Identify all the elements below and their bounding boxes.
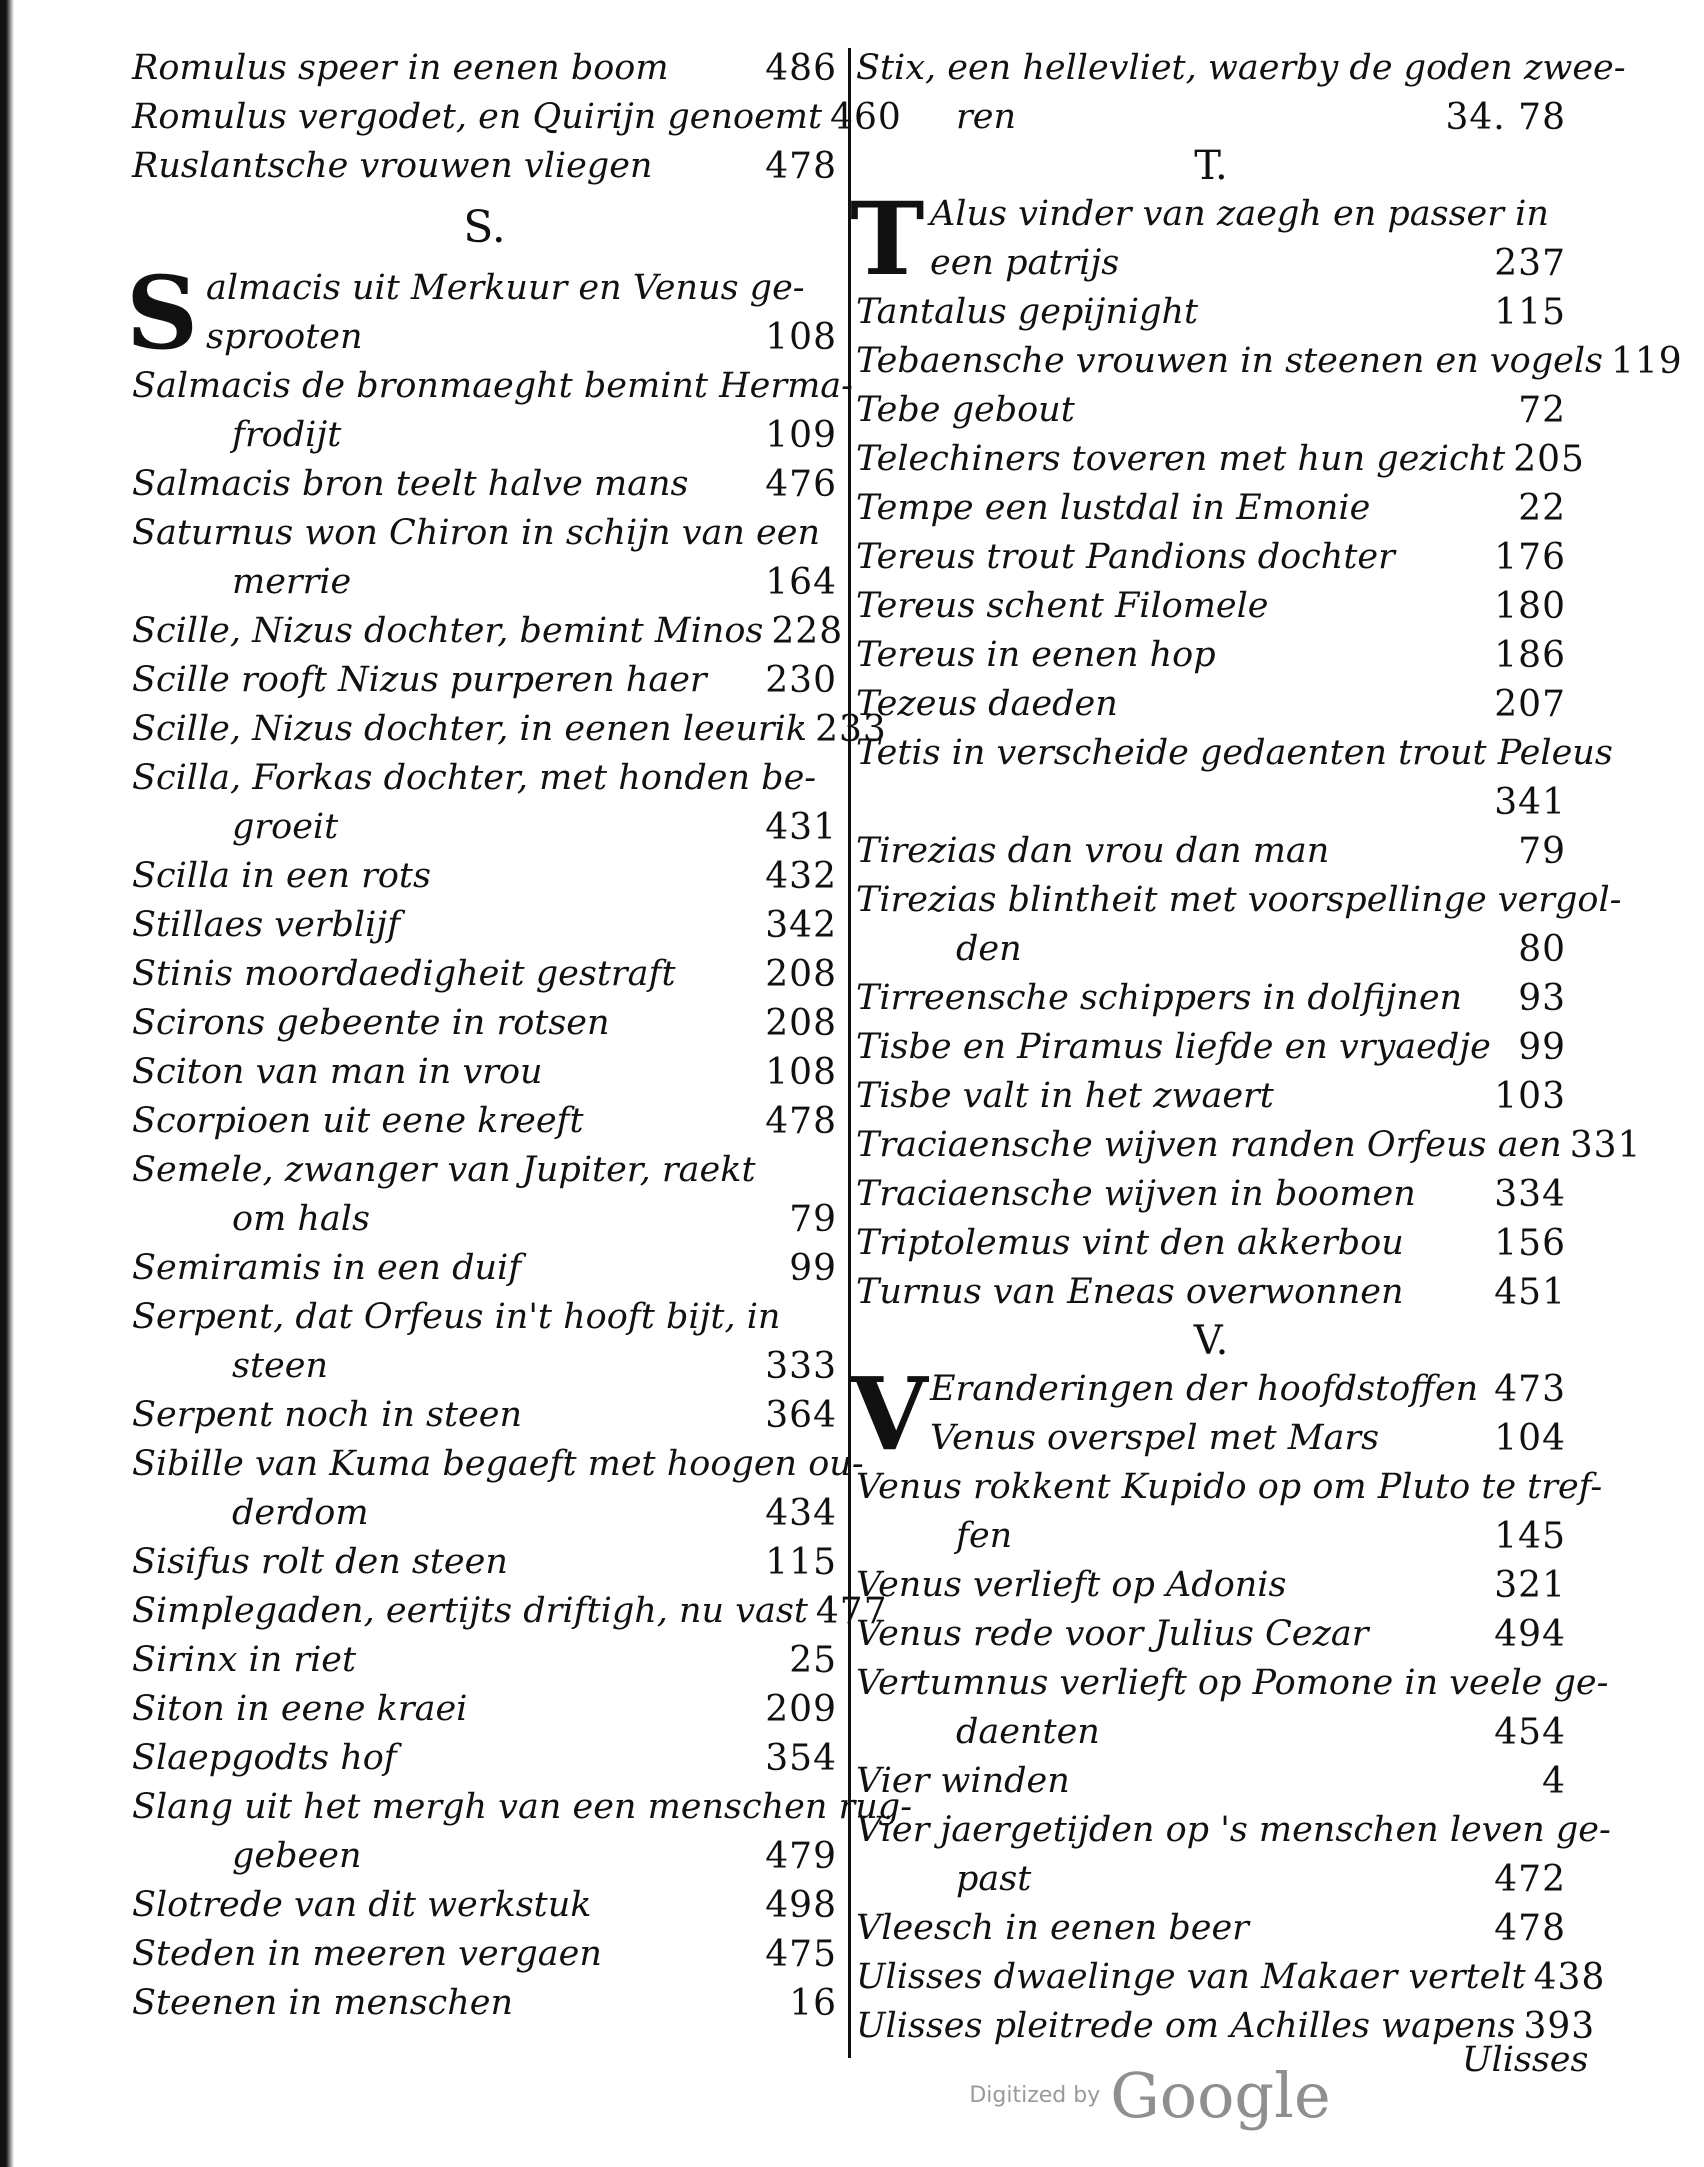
index-entry xyxy=(132,1538,837,1587)
index-entry xyxy=(856,44,1626,93)
index-entry xyxy=(856,288,1566,337)
entry-page-number: 115 xyxy=(1494,292,1566,333)
digitization-footer xyxy=(940,2050,1360,2140)
index-entry xyxy=(132,1440,864,1489)
index-entry xyxy=(132,1342,837,1391)
index-entry xyxy=(856,93,1566,142)
index-entry xyxy=(856,1268,1566,1317)
first-entry-t xyxy=(856,190,1566,288)
index-entry xyxy=(856,1659,1609,1708)
entry-text: een patrijs xyxy=(930,243,1120,283)
entry-page-number: 479 xyxy=(765,1836,837,1877)
entry-text: Saturnus won Chiron in schijn van een xyxy=(132,513,820,553)
entry-text: Traciaensche wijven in boomen xyxy=(856,1174,1416,1214)
entry-text: gebeen xyxy=(232,1836,362,1876)
entry-page-number: 230 xyxy=(765,660,837,701)
entry-text: Vier winden xyxy=(856,1761,1070,1801)
entry-text: Scorpioen uit eene kreeft xyxy=(132,1101,584,1141)
entry-page-number: 80 xyxy=(1518,929,1566,970)
entry-text: Serpent, dat Orfeus in't hooft bijt, in xyxy=(132,1297,781,1337)
entry-page-number: 476 xyxy=(765,464,837,505)
entry-text: Slaepgodts hof xyxy=(132,1738,397,1778)
entry-page-number: 478 xyxy=(765,1101,837,1142)
entries-before-s xyxy=(132,44,902,191)
index-entry xyxy=(132,754,837,803)
index-entry xyxy=(856,1757,1566,1806)
entry-page-number: 498 xyxy=(765,1885,837,1926)
catchword: Ulisses xyxy=(1462,2040,1589,2080)
index-entry xyxy=(132,1244,837,1293)
entry-page-number: 334 xyxy=(1494,1174,1566,1215)
entry-text: derdom xyxy=(232,1493,369,1533)
entry-text: Slotrede van dit werkstuk xyxy=(132,1885,592,1925)
entry-text: Semiramis in een duif xyxy=(132,1248,522,1288)
entry-text: Tempe een lustdal in Emonie xyxy=(856,488,1371,528)
entry-text: Slang uit het mergh van een menschen rug- xyxy=(132,1787,913,1827)
index-entry xyxy=(132,411,837,460)
entry-page-number: 109 xyxy=(765,415,837,456)
entry-page-number: 364 xyxy=(765,1395,837,1436)
entry-page-number: 103 xyxy=(1494,1076,1566,1117)
entry-page-number: 478 xyxy=(765,146,837,187)
entry-text: Ulisses pleitrede om Achilles wapens xyxy=(856,2006,1516,2046)
index-entry xyxy=(856,925,1566,974)
index-entry xyxy=(132,1930,837,1979)
entry-text: Romulus vergodet, en Quirijn genoemt xyxy=(132,97,823,137)
entry-text: Scirons gebeente in rotsen xyxy=(132,1003,610,1043)
entry-text: Tereus trout Pandions dochter xyxy=(856,537,1395,577)
entry-text: Tirezias blintheit met voorspellinge vergol- xyxy=(856,880,1622,920)
index-entry xyxy=(132,1979,837,2028)
entry-text: Venus rokkent Kupido op om Pluto te tref- xyxy=(856,1467,1603,1507)
entry-text: Tereus schent Filomele xyxy=(856,586,1269,626)
index-entry xyxy=(856,1365,1566,1414)
entry-page-number: 180 xyxy=(1494,586,1566,627)
index-entry xyxy=(132,1881,837,1930)
index-entry xyxy=(132,509,837,558)
index-entry xyxy=(856,1806,1611,1855)
entry-text: Semele, zwanger van Jupiter, raekt xyxy=(132,1150,756,1190)
entry-page-number: 4 xyxy=(1542,1761,1566,1802)
index-entry xyxy=(856,1610,1566,1659)
entry-page-number: 472 xyxy=(1494,1859,1566,1900)
entry-page-number: 237 xyxy=(1494,243,1566,284)
entries-v xyxy=(856,1463,1611,2051)
entry-text: Tisbe en Piramus liefde en vryaedje xyxy=(856,1027,1491,1067)
entry-text: Tetis in verscheide gedaenten trout Peleus xyxy=(856,733,1613,773)
index-entry xyxy=(856,1170,1566,1219)
entry-text: Salmacis bron teelt halve mans xyxy=(132,464,689,504)
entry-page-number: 145 xyxy=(1494,1516,1566,1557)
index-entry xyxy=(132,656,837,705)
index-entry xyxy=(132,313,837,362)
entry-page-number: 99 xyxy=(789,1248,837,1289)
entry-text: Stix, een hellevliet, waerby de goden zwee- xyxy=(856,48,1626,88)
entry-text: Steenen in menschen xyxy=(132,1983,514,2023)
index-entry xyxy=(132,1048,837,1097)
entry-page-number: 156 xyxy=(1494,1223,1566,1264)
index-entry xyxy=(856,582,1566,631)
index-entry xyxy=(132,1489,837,1538)
entry-page-number: 451 xyxy=(1494,1272,1566,1313)
index-entry xyxy=(856,631,1566,680)
dropcap-block-v xyxy=(850,1355,1566,1473)
entry-text: fen xyxy=(956,1516,1013,1556)
index-entry xyxy=(132,142,837,191)
entry-page-number: 115 xyxy=(765,1542,837,1583)
entry-page-number: 164 xyxy=(765,562,837,603)
index-entry xyxy=(132,1832,837,1881)
index-entry xyxy=(132,1636,837,1685)
entry-text: groeit xyxy=(232,807,339,847)
index-entry xyxy=(856,2002,1596,2051)
index-entry xyxy=(856,974,1566,1023)
index-entry xyxy=(856,1953,1606,2002)
footer-brand-logo: Google xyxy=(1110,2058,1331,2132)
index-entry xyxy=(132,44,837,93)
entry-page-number: 477 xyxy=(815,1591,888,1632)
entry-page-number: 25 xyxy=(789,1640,837,1681)
index-entry xyxy=(132,1293,837,1342)
index-entry xyxy=(856,484,1566,533)
entry-text: Tantalus gepijnight xyxy=(856,292,1199,332)
entry-page-number: 342 xyxy=(765,905,837,946)
entry-page-number: 473 xyxy=(1494,1369,1566,1410)
entry-page-number: 454 xyxy=(1494,1712,1566,1753)
entry-text: Ruslantsche vrouwen vliegen xyxy=(132,146,653,186)
index-entry xyxy=(132,1146,837,1195)
entry-text: Tirezias dan vrou dan man xyxy=(856,831,1330,871)
index-entry xyxy=(132,1783,913,1832)
entry-text: Sirinx in riet xyxy=(132,1640,357,1680)
entry-page-number: 486 xyxy=(765,48,837,89)
index-entry xyxy=(856,239,1566,288)
entry-text: Serpent noch in steen xyxy=(132,1395,523,1435)
index-entry xyxy=(856,1855,1566,1904)
index-entry xyxy=(132,803,837,852)
entry-text: Traciaensche wijven randen Orfeus aen xyxy=(856,1125,1562,1165)
entry-text: Scille rooft Nizus purperen haer xyxy=(132,660,707,700)
entry-page-number: 494 xyxy=(1494,1614,1566,1655)
index-entry xyxy=(856,1904,1566,1953)
entry-text: Eranderingen der hoofdstoffen xyxy=(930,1369,1479,1409)
index-entry xyxy=(132,1097,837,1146)
entry-text: Romulus speer in eenen boom xyxy=(132,48,669,88)
section-heading-t: T. xyxy=(1194,143,1228,189)
entry-text: Vertumnus verlieft op Pomone in veele ge- xyxy=(856,1663,1609,1703)
index-entry xyxy=(132,93,902,142)
entry-page-number: 228 xyxy=(771,611,844,652)
entries-t xyxy=(856,288,1683,1317)
entry-text: Triptolemus vint den akkerbou xyxy=(856,1223,1404,1263)
dropcap-s: S xyxy=(126,254,199,372)
entry-page-number: 22 xyxy=(1518,488,1566,529)
index-entry xyxy=(856,1219,1566,1268)
entry-page-number: 333 xyxy=(765,1346,837,1387)
entry-page-number: 208 xyxy=(765,954,837,995)
entry-page-number: 108 xyxy=(765,317,837,358)
index-entry xyxy=(856,1463,1603,1512)
dropcap-t: T xyxy=(850,180,925,298)
index-entry xyxy=(132,950,837,999)
dropcap-v: V xyxy=(850,1355,928,1473)
entry-text: Alus vinder van zaegh en passer in xyxy=(930,194,1549,234)
entry-text: daenten xyxy=(956,1712,1100,1752)
entry-text: Sciton van man in vrou xyxy=(132,1052,543,1092)
index-entry xyxy=(132,607,844,656)
entry-page-number: 16 xyxy=(789,1983,837,2024)
index-entry xyxy=(132,264,837,313)
entry-page-number: 478 xyxy=(1494,1908,1566,1949)
dropcap-block-t xyxy=(850,180,1566,298)
column-divider xyxy=(848,48,851,2058)
index-entry xyxy=(132,558,837,607)
entry-text: Sisifus rolt den steen xyxy=(132,1542,508,1582)
entry-page-number: 354 xyxy=(765,1738,837,1779)
entry-text: Stillaes verblijf xyxy=(132,905,401,945)
entry-page-number: 108 xyxy=(765,1052,837,1093)
index-entry xyxy=(132,901,837,950)
entry-text: Vier jaergetijden op 's menschen leven ge- xyxy=(856,1810,1611,1850)
index-entry xyxy=(856,827,1566,876)
entry-page-number: 475 xyxy=(765,1934,837,1975)
index-entry xyxy=(132,705,887,754)
index-entry xyxy=(132,1587,888,1636)
entry-text: Steden in meeren vergaen xyxy=(132,1934,602,1974)
index-entry xyxy=(132,1734,837,1783)
entry-text: Sibille van Kuma begaeft met hoogen ou- xyxy=(132,1444,864,1484)
index-entry xyxy=(132,999,837,1048)
index-entry xyxy=(132,460,837,509)
index-entry xyxy=(856,729,1613,778)
entry-text: Ulisses dwaelinge van Makaer vertelt xyxy=(856,1957,1526,1997)
entry-text: Scille, Nizus dochter, bemint Minos xyxy=(132,611,764,651)
entry-text: merrie xyxy=(232,562,352,602)
index-entry xyxy=(856,533,1566,582)
index-entry xyxy=(856,680,1566,729)
entry-text: Stinis moordaedigheit gestraft xyxy=(132,954,676,994)
entry-page-number: 233 xyxy=(815,709,887,750)
entry-page-number: 207 xyxy=(1494,684,1566,725)
entry-page-number: 72 xyxy=(1518,390,1566,431)
entry-text: ren xyxy=(956,97,1016,137)
index-entry xyxy=(132,1685,837,1734)
entry-text: Tezeus daeden xyxy=(856,684,1118,724)
entry-page-number: 205 xyxy=(1513,439,1585,480)
section-heading-v: V. xyxy=(1193,1318,1229,1364)
entry-text: past xyxy=(956,1859,1032,1899)
dropcap-block-s xyxy=(126,254,837,372)
entry-page-number: 331 xyxy=(1569,1125,1642,1166)
index-entry xyxy=(856,1512,1566,1561)
entry-page-number: 34. 78 xyxy=(1445,97,1566,138)
entry-text: almacis uit Merkuur en Venus ge- xyxy=(206,268,805,308)
left-column xyxy=(126,44,913,2028)
index-entry xyxy=(132,1195,837,1244)
index-entry xyxy=(856,1561,1566,1610)
entry-text: Tereus in eenen hop xyxy=(856,635,1216,675)
entry-text: Turnus van Eneas overwonnen xyxy=(856,1272,1404,1312)
entry-page-number: 104 xyxy=(1494,1418,1566,1459)
index-entry xyxy=(132,362,853,411)
entry-text: Tebe gebout xyxy=(856,390,1075,430)
entry-page-number: 209 xyxy=(765,1689,837,1730)
entry-page-number: 431 xyxy=(765,807,837,848)
entry-text: Scilla in een rots xyxy=(132,856,431,896)
entry-page-number: 393 xyxy=(1523,2006,1596,2047)
entry-page-number: 79 xyxy=(1518,831,1566,872)
entry-text: den xyxy=(956,929,1022,969)
entry-text: Venus overspel met Mars xyxy=(930,1418,1380,1458)
index-entry xyxy=(856,386,1566,435)
entries-before-t xyxy=(856,44,1626,142)
index-entry xyxy=(132,1391,837,1440)
entry-text: steen xyxy=(232,1346,328,1386)
entry-page-number: 99 xyxy=(1518,1027,1566,1068)
entry-page-number: 460 xyxy=(830,97,902,138)
index-entry xyxy=(856,778,1566,827)
index-entry xyxy=(856,1414,1566,1463)
index-entry xyxy=(856,1023,1566,1072)
entry-text: Tisbe valt in het zwaert xyxy=(856,1076,1274,1116)
entry-page-number: 321 xyxy=(1494,1565,1566,1606)
footer-digitized-label: Digitized by xyxy=(969,2082,1101,2108)
entry-text: frodijt xyxy=(232,415,342,455)
index-entry xyxy=(856,337,1683,386)
entry-page-number: 79 xyxy=(789,1199,837,1240)
first-entry-s xyxy=(132,264,837,362)
index-entry xyxy=(856,435,1585,484)
entry-text: Telechiners toveren met hun gezicht xyxy=(856,439,1506,479)
first-entry-v xyxy=(856,1365,1566,1463)
entry-text: om hals xyxy=(232,1199,370,1239)
index-entry xyxy=(856,190,1566,239)
page-edge xyxy=(0,0,14,2167)
entry-text: sprooten xyxy=(206,317,363,357)
entries-s xyxy=(132,362,913,2028)
entry-page-number: 208 xyxy=(765,1003,837,1044)
entry-page-number: 186 xyxy=(1494,635,1566,676)
entry-text: Venus verlieft op Adonis xyxy=(856,1565,1287,1605)
entry-text: Vleesch in eenen beer xyxy=(856,1908,1249,1948)
entry-page-number: 93 xyxy=(1518,978,1566,1019)
section-heading-s: S. xyxy=(463,202,506,253)
entry-text: Tebaensche vrouwen in steenen en vogels xyxy=(856,341,1603,381)
entry-text: Scille, Nizus dochter, in eenen leeurik xyxy=(132,709,808,749)
entry-text: Tirreensche schippers in dolfijnen xyxy=(856,978,1463,1018)
index-entry xyxy=(856,876,1622,925)
entry-text: Siton in eene kraei xyxy=(132,1689,468,1729)
entry-page-number: 434 xyxy=(765,1493,837,1534)
index-entry xyxy=(856,1072,1566,1121)
entry-page-number: 432 xyxy=(765,856,837,897)
entry-text: Scilla, Forkas dochter, met honden be- xyxy=(132,758,817,798)
entry-page-number: 341 xyxy=(1494,782,1566,823)
entry-page-number: 438 xyxy=(1533,1957,1606,1998)
entry-page-number: 119 xyxy=(1611,341,1683,382)
index-entry xyxy=(856,1708,1566,1757)
entry-page-number: 176 xyxy=(1494,537,1566,578)
entry-text: Simplegaden, eertijts driftigh, nu vast xyxy=(132,1591,808,1631)
index-entry xyxy=(132,852,837,901)
entry-text: Venus rede voor Julius Cezar xyxy=(856,1614,1369,1654)
index-entry xyxy=(856,1121,1642,1170)
entry-text: Salmacis de bronmaeght bemint Herma- xyxy=(132,366,853,406)
